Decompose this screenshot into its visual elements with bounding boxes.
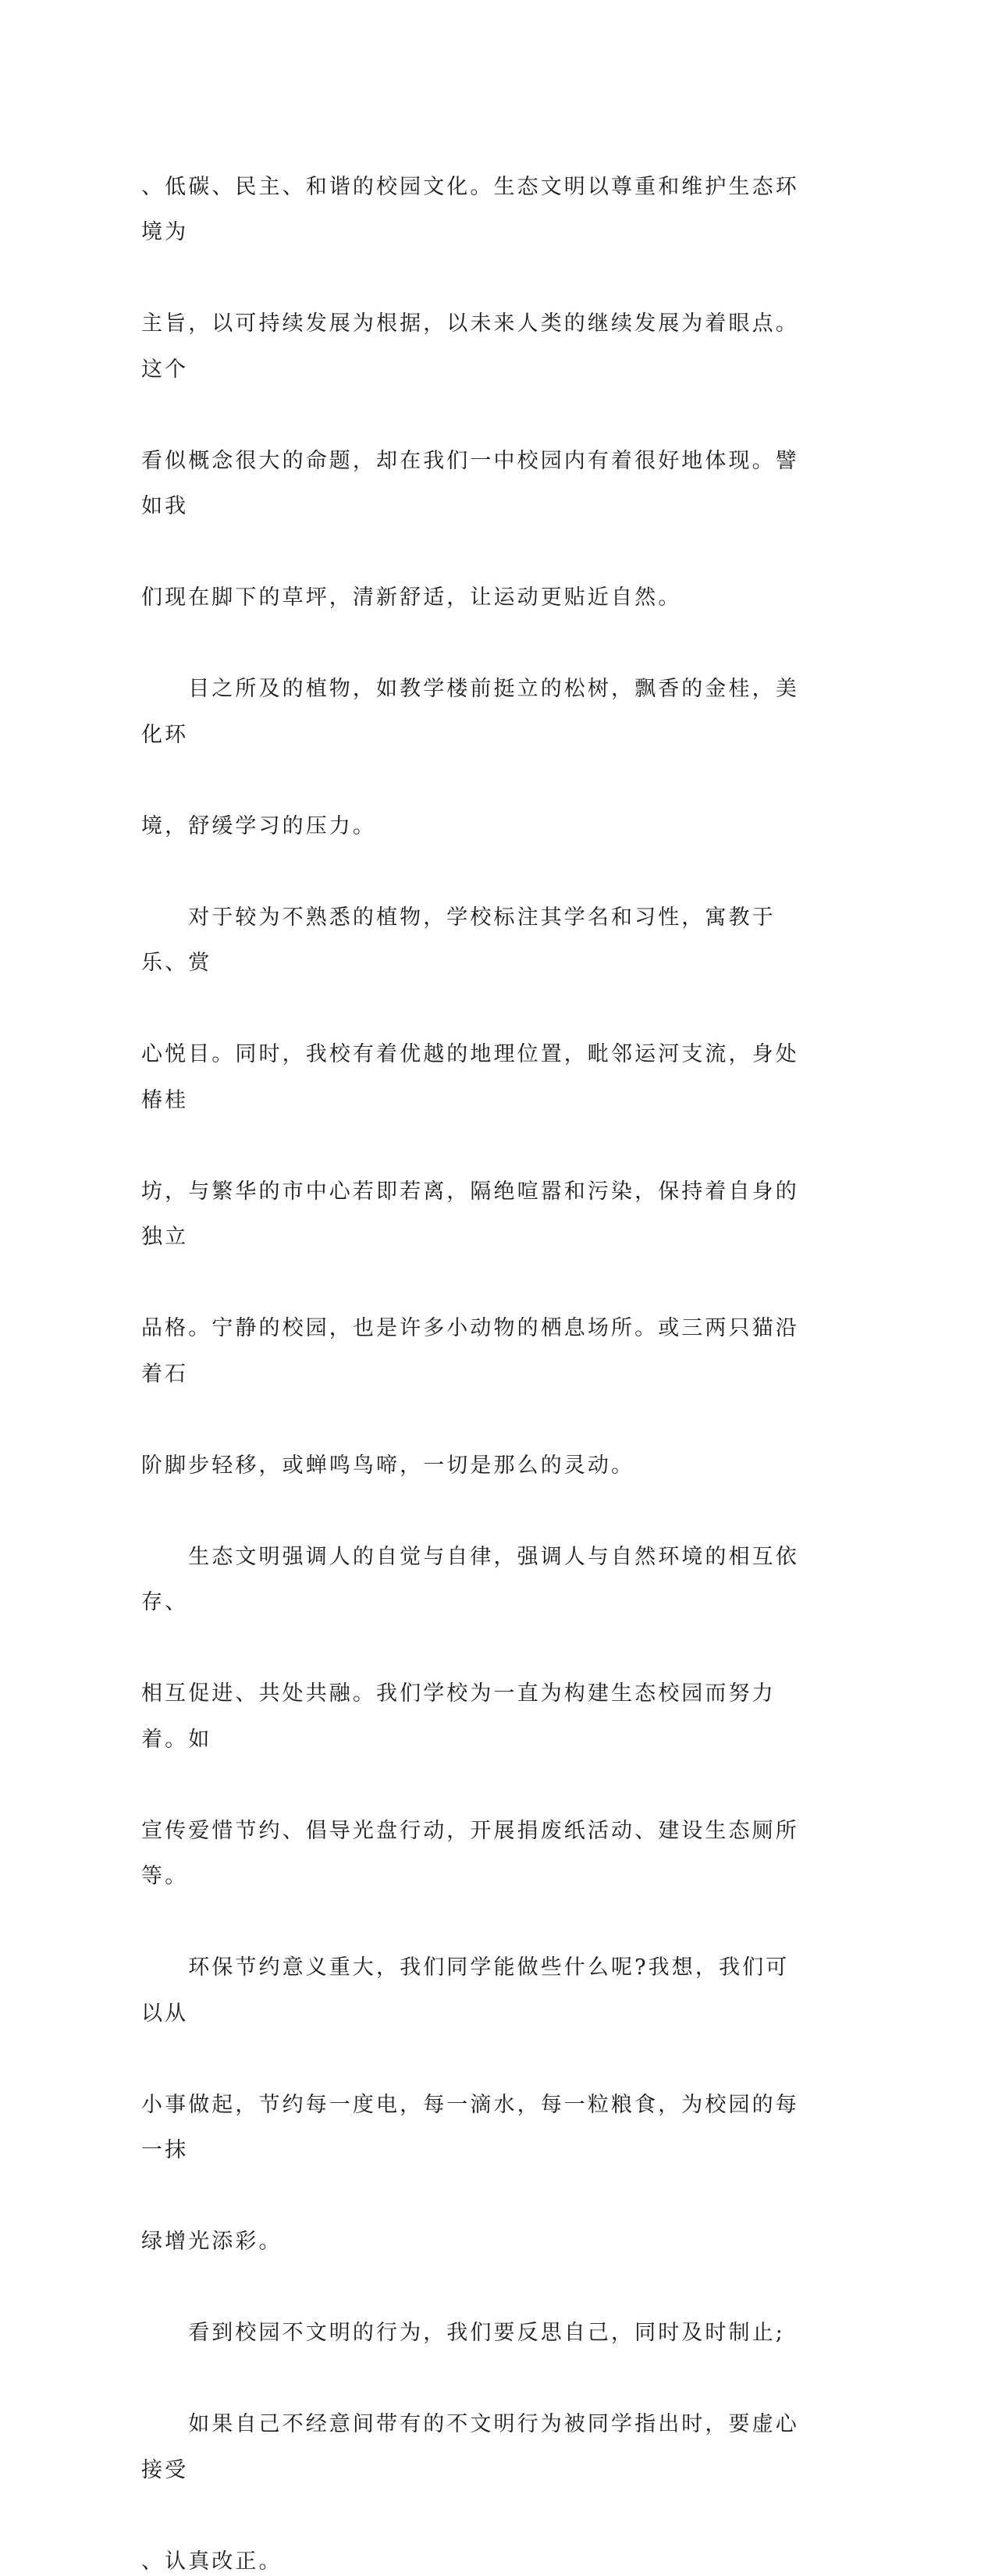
text-line: 们现在脚下的草坪，清新舒适，让运动更贴近自然。 [141, 585, 681, 610]
paragraph-5 [141, 1900, 806, 2265]
text-line: 阶脚步轻移，或蝉鸣鸟啼，一切是那么的灵动。 [141, 1453, 634, 1478]
text-line: 看到校园不文明的行为，我们要反思自己，同时及时制止; [141, 2321, 785, 2345]
paragraph-2 [141, 621, 806, 850]
document-body [141, 119, 806, 2576]
text-line: 心悦目。同时，我校有着优越的地理位置，毗邻运河支流，身处椿桂 [141, 1042, 799, 1112]
text-line: 、认真改正。 [141, 2549, 283, 2574]
text-line: 生态文明强调人的自觉与自律，强调人与自然环境的相互依存、 [141, 1545, 799, 1615]
text-line: 坊，与繁华的市中心若即若离，隔绝喧嚣和污染，保持着自身的独立 [141, 1179, 799, 1250]
text-line: 境，舒缓学习的压力。 [141, 814, 376, 838]
text-line: 看似概念很大的命题，却在我们一中校园内有着很好地体现。譬如我 [141, 449, 799, 519]
text-line: 小事做起，节约每一度电，每一滴水，每一粒粮食，为校园的每一抹 [141, 2093, 799, 2163]
paragraph-1 [141, 119, 806, 621]
paragraph-4 [141, 1489, 806, 1900]
text-line: 如果自己不经意间带有的不文明行为被同学指出时，要虚心接受 [141, 2412, 799, 2482]
paragraph-3 [141, 849, 806, 1489]
text-line: 宣传爱惜节约、倡导光盘行动，开展捐废纸活动、建设生态厕所等。 [141, 1819, 799, 1889]
text-line: 品格。宁静的校园，也是许多小动物的栖息场所。或三两只猫沿着石 [141, 1316, 799, 1386]
paragraph-6 [141, 2265, 806, 2357]
text-line: 绿增光添彩。 [141, 2229, 283, 2254]
text-line: 相互促进、共处共融。我们学校为一直为构建生态校园而努力着。如 [141, 1681, 776, 1752]
text-line: 对于较为不熟悉的植物，学校标注其学名和习性，寓教于乐、赏 [141, 906, 776, 976]
text-line: 主旨，以可持续发展为根据，以未来人类的继续发展为着眼点。这个 [141, 311, 799, 382]
text-line: 目之所及的植物，如教学楼前挺立的松树，飘香的金桂，美化环 [141, 677, 799, 747]
text-line: 环保节约意义重大，我们同学能做些什么呢?我想，我们可以从 [141, 1955, 789, 2026]
text-line: 、低碳、民主、和谐的校园文化。生态文明以尊重和维护生态环境为 [141, 175, 799, 245]
paragraph-7 [141, 2357, 806, 2576]
